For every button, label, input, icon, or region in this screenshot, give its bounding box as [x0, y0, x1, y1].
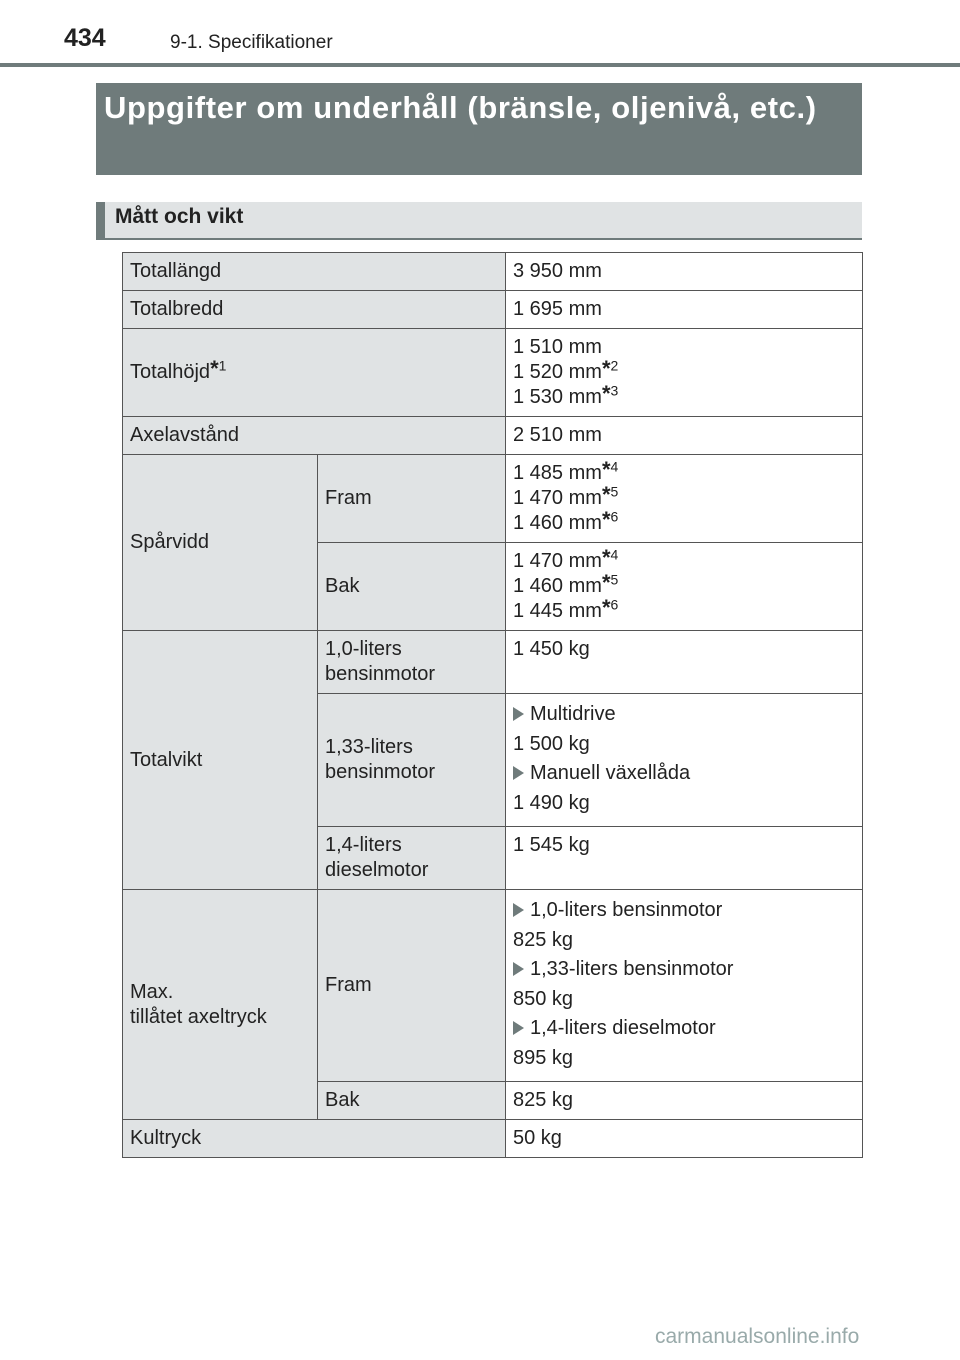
variant-text: Manuell växellåda: [530, 762, 691, 784]
triangle-bullet-icon: [513, 707, 524, 721]
value-line: [513, 570, 855, 599]
row-label: Totallängd: [123, 253, 506, 291]
variant-heading: [513, 957, 855, 981]
sublabel-line: bensinmotor: [325, 663, 436, 685]
section-breadcrumb: 9-1. Specifikationer: [170, 32, 333, 53]
row-sublabel: Bak: [318, 543, 506, 631]
watermark: carmanualsonline.info: [655, 1325, 860, 1348]
table-row: [123, 417, 863, 455]
sublabel-line: 1,33-liters: [325, 736, 413, 758]
table-row: [123, 291, 863, 329]
row-sublabel: [318, 631, 506, 694]
row-value: 3 950 mm: [506, 253, 863, 291]
sublabel-line: dieselmotor: [325, 859, 429, 881]
row-value: [506, 455, 863, 543]
value-text: 1 485 mm: [513, 462, 602, 484]
triangle-bullet-icon: [513, 962, 524, 976]
page-title: Uppgifter om underhåll (bränsle, oljenivå, etc.): [96, 83, 862, 175]
footnote-asterisk: *: [210, 356, 219, 381]
value-line: [513, 356, 855, 385]
value-line: 850 kg: [513, 988, 574, 1010]
value-text: 1 470 mm: [513, 487, 602, 509]
footnote-ref: 4: [610, 546, 619, 563]
row-sublabel: Fram: [318, 890, 506, 1082]
sublabel-line: 1,0-liters: [325, 638, 402, 660]
variant-heading: [513, 898, 855, 922]
table-row: [123, 1120, 863, 1158]
variant-heading: [513, 761, 855, 785]
value-line: [513, 457, 855, 486]
table-row: [123, 890, 863, 1082]
label-text: Totalhöjd: [130, 361, 211, 383]
triangle-bullet-icon: [513, 903, 524, 917]
variant-text: 1,0-liters bensinmotor: [530, 899, 723, 921]
row-value: [506, 890, 863, 1082]
footnote-asterisk: *: [601, 507, 611, 532]
footnote-ref: 4: [610, 458, 619, 475]
triangle-bullet-icon: [513, 766, 524, 780]
footnote-ref: 3: [610, 382, 619, 399]
footnote-asterisk: *: [601, 595, 611, 620]
row-sublabel: Bak: [318, 1082, 506, 1120]
row-sublabel: Fram: [318, 455, 506, 543]
footnote-asterisk: *: [601, 356, 611, 381]
table-row: [123, 631, 863, 694]
row-label: Totalvikt: [123, 631, 318, 890]
variant-heading: [513, 702, 855, 726]
row-value: 825 kg: [506, 1082, 863, 1120]
label-line: tillåtet axeltryck: [130, 1005, 267, 1028]
table-row: [123, 329, 863, 417]
sublabel-line: 1,4-liters: [325, 834, 402, 856]
row-value: [506, 694, 863, 827]
row-value: 1 545 kg: [506, 827, 863, 890]
variant-text: Multidrive: [530, 703, 616, 725]
footnote-ref: 5: [610, 483, 619, 500]
row-sublabel: [318, 827, 506, 890]
table-row: [123, 253, 863, 291]
value-text: 1 445 mm: [513, 600, 602, 622]
row-value: 50 kg: [506, 1120, 863, 1158]
footnote-asterisk: *: [601, 381, 611, 406]
row-value: [506, 329, 863, 417]
value-text: 1 470 mm: [513, 550, 602, 572]
value-text: 1 460 mm: [513, 512, 602, 534]
row-label: Kultryck: [123, 1120, 506, 1158]
value-line: 825 kg: [513, 929, 574, 951]
header-divider: [0, 63, 960, 67]
value-text: 1 530 mm: [513, 386, 602, 408]
value-line: [513, 482, 855, 511]
footnote-asterisk: *: [601, 545, 611, 570]
sublabel-line: bensinmotor: [325, 761, 436, 783]
row-sublabel: [318, 694, 506, 827]
value-line: 1 490 kg: [513, 792, 590, 814]
row-label: [123, 890, 318, 1120]
footnote-asterisk: *: [601, 457, 611, 482]
subsection-heading: Mått och vikt: [96, 202, 862, 240]
triangle-bullet-icon: [513, 1021, 524, 1035]
value-line: [513, 545, 855, 574]
value-line: [513, 507, 855, 536]
row-value: 1 695 mm: [506, 291, 863, 329]
row-value: 1 450 kg: [506, 631, 863, 694]
footnote-ref: 1: [218, 357, 227, 374]
value-line: 1 510 mm: [513, 336, 602, 358]
page-header: [0, 0, 960, 68]
row-label: Totalbredd: [123, 291, 506, 329]
variant-text: 1,33-liters bensinmotor: [530, 958, 734, 980]
value-text: 1 460 mm: [513, 575, 602, 597]
footnote-ref: 6: [610, 596, 619, 613]
footnote-asterisk: *: [601, 570, 611, 595]
value-line: 1 500 kg: [513, 733, 590, 755]
row-label: [123, 329, 506, 417]
footnote-ref: 6: [610, 508, 619, 525]
page-number: 434: [64, 24, 106, 52]
row-label: Axelavstånd: [123, 417, 506, 455]
footnote-asterisk: *: [601, 482, 611, 507]
value-line: [513, 381, 855, 410]
value-text: 1 520 mm: [513, 361, 602, 383]
table-row: [123, 455, 863, 543]
row-value: 2 510 mm: [506, 417, 863, 455]
row-value: [506, 543, 863, 631]
footnote-ref: 5: [610, 571, 619, 588]
label-line: Max.: [130, 980, 174, 1003]
variant-heading: [513, 1016, 855, 1040]
spec-table: [122, 252, 863, 1158]
variant-text: 1,4-liters dieselmotor: [530, 1017, 716, 1039]
value-line: 895 kg: [513, 1047, 574, 1069]
value-line: [513, 595, 855, 624]
footnote-ref: 2: [610, 357, 619, 374]
row-label: Spårvidd: [123, 455, 318, 631]
